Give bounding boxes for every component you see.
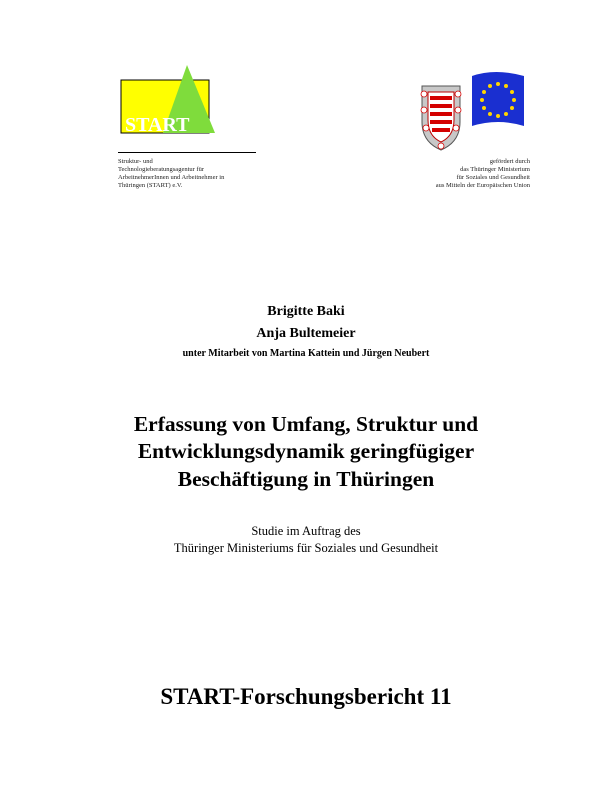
eu-flag-icon: [472, 72, 524, 126]
org-line-1: Struktur- und: [118, 158, 153, 165]
org-line-4: Thüringen (START) e.V.: [118, 182, 183, 189]
subtitle-line-1: Studie im Auftrag des: [251, 524, 361, 538]
funding-line-3: für Soziales und Gesundheit: [456, 174, 530, 181]
author-1: Brigitte Baki: [267, 304, 345, 319]
funding-line-1: gefördert durch: [489, 158, 530, 165]
collaborators: unter Mitarbeit von Martina Kattein und Jürgen Neubert: [182, 348, 430, 359]
report-series: START-Forschungsbericht 11: [160, 684, 452, 709]
funding-emblems: [420, 70, 530, 152]
funding-line-4: aus Mitteln der Europäischen Union: [435, 182, 530, 189]
organization-info: [118, 158, 278, 190]
author-2: Anja Bultemeier: [256, 326, 356, 341]
org-line-3: ArbeitnehmerInnen und Arbeitnehmer in: [118, 174, 225, 181]
thuringia-coat-of-arms-icon: [421, 86, 461, 150]
title-line-1: Erfassung von Umfang, Struktur und: [133, 412, 479, 436]
org-line-2: Technologieberatungsagentur für: [118, 166, 204, 173]
start-logo: [119, 65, 215, 135]
title-line-2: Entwicklungsdynamik geringfügiger: [137, 439, 475, 463]
subtitle-line-2: Thüringer Ministeriums für Soziales und Gesundheit: [173, 541, 439, 555]
funding-info: [385, 158, 530, 190]
header-divider: [118, 152, 256, 153]
start-logo-text: START: [125, 114, 190, 135]
title-line-3: Beschäftigung in Thüringen: [177, 467, 435, 491]
funding-line-2: das Thüringer Ministerium: [460, 166, 530, 173]
